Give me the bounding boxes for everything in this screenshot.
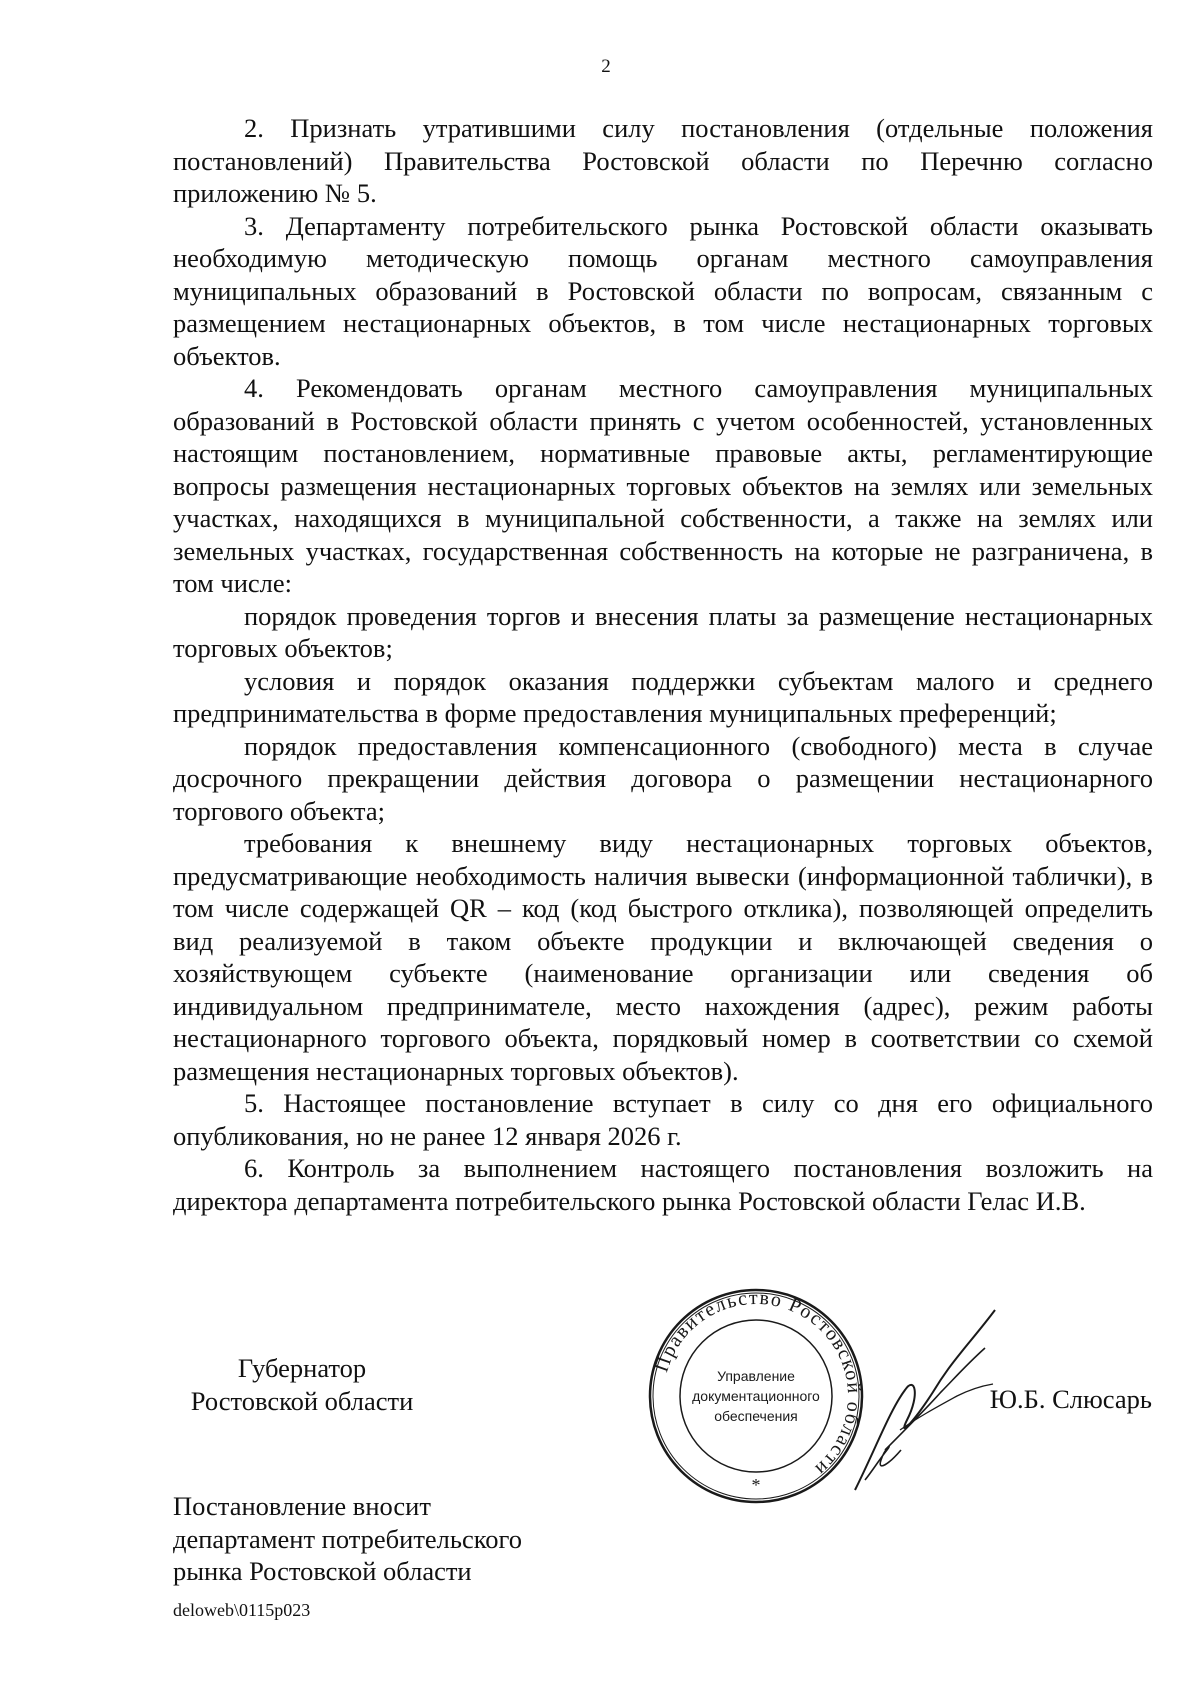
document-code: deloweb\0115p023	[173, 1600, 311, 1620]
paragraph-5: 5. Настоящее постановление вступает в силу со дня его официального опубликования, но не ранее 12 января 2026 г.	[173, 1088, 1153, 1151]
stamp-outer-text: Правительство Ростовской области	[650, 1286, 866, 1481]
submitter-block	[173, 1490, 522, 1588]
paragraph-4-item-3: порядок предоставления компенсационного (свободного) места в случае досрочного прекращении действия договора о размещении нестационарного торгового объекта;	[173, 730, 1153, 826]
paragraph-4-item-4: требования к внешнему виду нестационарных торговых объектов, предусматривающие необходимость наличия вывески (информационной таблички), в том числе содержащей QR – код (код быстрого отклика), позволяющей определить вид реализуемой в таком объекте продукции и включающей сведения о хозяйствующем субъекте (наименование организации или сведения об индивидуальном предпринимателе, место нахождения (адрес), режим работы нестационарного торгового объекта, порядковый номер в соответствии со схемой размещения нестационарных торговых объектов).	[173, 828, 1153, 1086]
paragraph-4-item-2: условия и порядок оказания поддержки субъектам малого и среднего предпринимательства в форме предоставления муниципальных преференций;	[173, 665, 1153, 728]
signatory-name: Ю.Б. Слюсарь	[989, 1384, 1152, 1414]
signatory-title-line1: Губернатор	[237, 1353, 367, 1383]
signatory-title-line2: Ростовской области	[190, 1385, 414, 1416]
official-stamp	[645, 1285, 867, 1507]
submitter-line3: рынка Ростовской области	[173, 1556, 472, 1586]
document-body	[173, 112, 1153, 1217]
paragraph-6: 6. Контроль за выполнением настоящего постановления возложить на директора департамента потребительского рынка Ростовской области Гелас И.В.	[173, 1153, 1153, 1216]
stamp-inner-line1: Управление	[717, 1368, 795, 1384]
stamp-star: *	[751, 1475, 761, 1495]
paragraph-4: 4. Рекомендовать органам местного самоуправления муниципальных образований в Ростовской области принять с учетом особенностей, установленных настоящим постановлением, нормативные правовые акты, регламентирующие вопросы размещения нестационарных торговых объектов на землях или земельных участках, находящихся в муниципальной собственности, а также на землях или земельных участках, государственная собственность на которые не разграничена, в том числе:	[173, 373, 1153, 598]
paragraph-4-item-1: порядок проведения торгов и внесения платы за размещение нестационарных торговых объектов;	[173, 600, 1153, 663]
submitter-line1: Постановление вносит	[173, 1491, 431, 1521]
submitter-line2: департамент потребительского	[173, 1523, 522, 1554]
page-number: 2	[601, 56, 611, 77]
stamp-inner-line2: документационного	[692, 1388, 820, 1404]
paragraph-2: 2. Признать утратившими силу постановления (отдельные положения постановлений) Правительства Ростовской области по Перечню согласно приложению № 5.	[173, 113, 1153, 208]
paragraph-3: 3. Департаменту потребительского рынка Ростовской области оказывать необходимую методическую помощь органам местного самоуправления муниципальных образований в Ростовской области по вопросам, связанным с размещением нестационарных объектов, в том числе нестационарных торговых объектов.	[173, 210, 1153, 371]
handwritten-signature	[845, 1300, 1005, 1510]
stamp-inner-line3: обеспечения	[714, 1408, 798, 1424]
signatory-title	[177, 1352, 427, 1417]
